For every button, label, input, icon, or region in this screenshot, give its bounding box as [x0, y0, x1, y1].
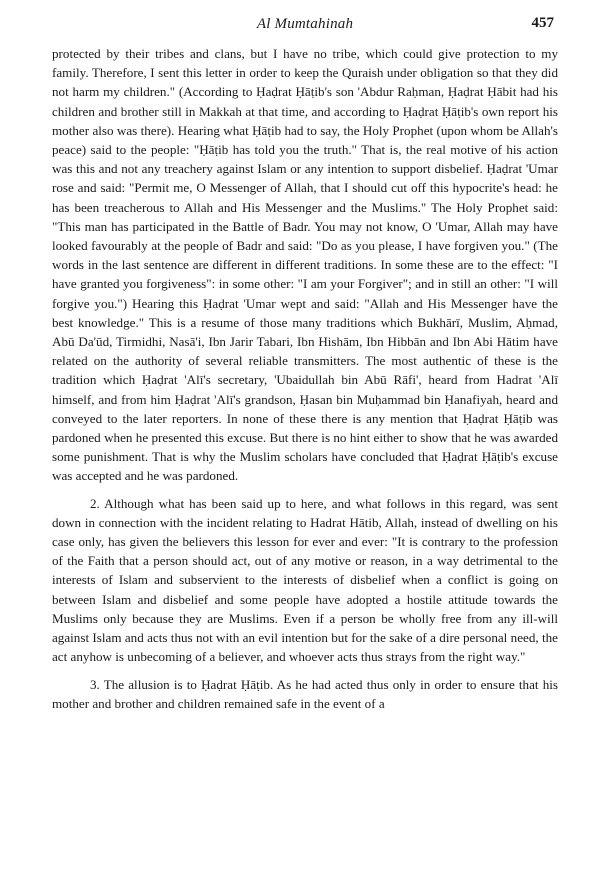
- paragraph-note-2: 2. Although what has been said up to here, and what follows in this regard, was sent down in connection with the incident relating to Hadrat Hātib, Allah, instead of dwelling on his case only, has given the believers this lesson for ever and ever: "It is contrary to the profession of the Faith that a person should act, out of any motive or reason, in a way detrimental to the interests of Islam and subservient to the interests of disbelief when a conflict is going on between Islam and disbelief and some people have adopted a hostile attitude towards the Muslims only because they are Muslims. Even if a person be wholly free from any ill-will against Islam and acts thus not with an evil intention but for the sake of a dire personal need, the act anyhow is unbecoming of a believer, and whoever acts thus strays from the right way.": [52, 495, 558, 665]
- paragraph-note-3: 3. The allusion is to Ḥaḍrat Ḥāṭib. As he had acted thus only in order to ensure that his mother and brother and children remained safe in the event of a: [52, 676, 558, 711]
- running-header: [52, 14, 558, 40]
- body-text: [52, 44, 558, 713]
- page-number: 457: [531, 15, 554, 31]
- paragraph-continuation: protected by their tribes and clans, but I have no tribe, which could give protection to my family. Therefore, I sent this letter in order to keep the Quraish under obligation so that they did not harm my children." (According to Ḥaḍrat Ḥāṭib's son 'Abdur Raḥman, Ḥaḍrat Ḥābit had his children and brother still in Makkah at that time, and according to Ḥaḍrat Ḥāṭib's own report his mother also was there). Hearing what Ḥāṭib had to say, the Holy Prophet (upon whom be Allah's peace) said to the people: "Ḥāṭib has told you the truth." That is, the real motive of his action was this and not any treachery against Islam or any intention to support disbelief. Ḥaḍrat 'Umar rose and said: "Permit me, O Messenger of Allah, that I should cut off this hypocrite's head: he has been treacherous to Allah and His Messenger and the Muslims." The Holy Prophet said: "This man has participated in the Battle of Badr. You may not know, O 'Umar, Allah may have looked favourably at the people of Badr and said: "Do as you please, I have forgiven you." (The words in the last sentence are different in different traditions. In some these are to the effect: "I have granted you forgiveness": in some other: "I am your Forgiver"; and in still an other: "I will forgive you.") Hearing this Ḥaḍrat 'Umar wept and said: "Allah and His Messenger have the best knowledge." This is a resume of those many traditions which Bukhārī, Muslim, Aḥmad, Abū Da'ūd, Tirmidhi, Nasā'i, Ibn Jarir Tabari, Ibn Hishām, Ibn Hibbān and Ibn Abi Hātim have related on the authority of several reliable transmitters. The most authentic of these is the tradition which Ḥaḍrat 'Alī's secretary, 'Ubaidullah bin Abū Rāfi', heard from Hadrat 'Alī himself, and from him Ḥaḍrat 'Alī's grandson, Ḥasan bin Muḥammad bin Ḥanafiyah, heard and conveyed to the later reporters. In none of these there is any mention that Ḥaḍrat Ḥāṭib was pardoned when he presented this excuse. But there is no hint either to show that he was awarded some punishment. That is why the Muslim scholars have concluded that Ḥaḍrat Ḥāṭib's excuse was accepted and he was pardoned.: [52, 46, 558, 484]
- running-title: Al Mumtahinah: [256, 16, 354, 32]
